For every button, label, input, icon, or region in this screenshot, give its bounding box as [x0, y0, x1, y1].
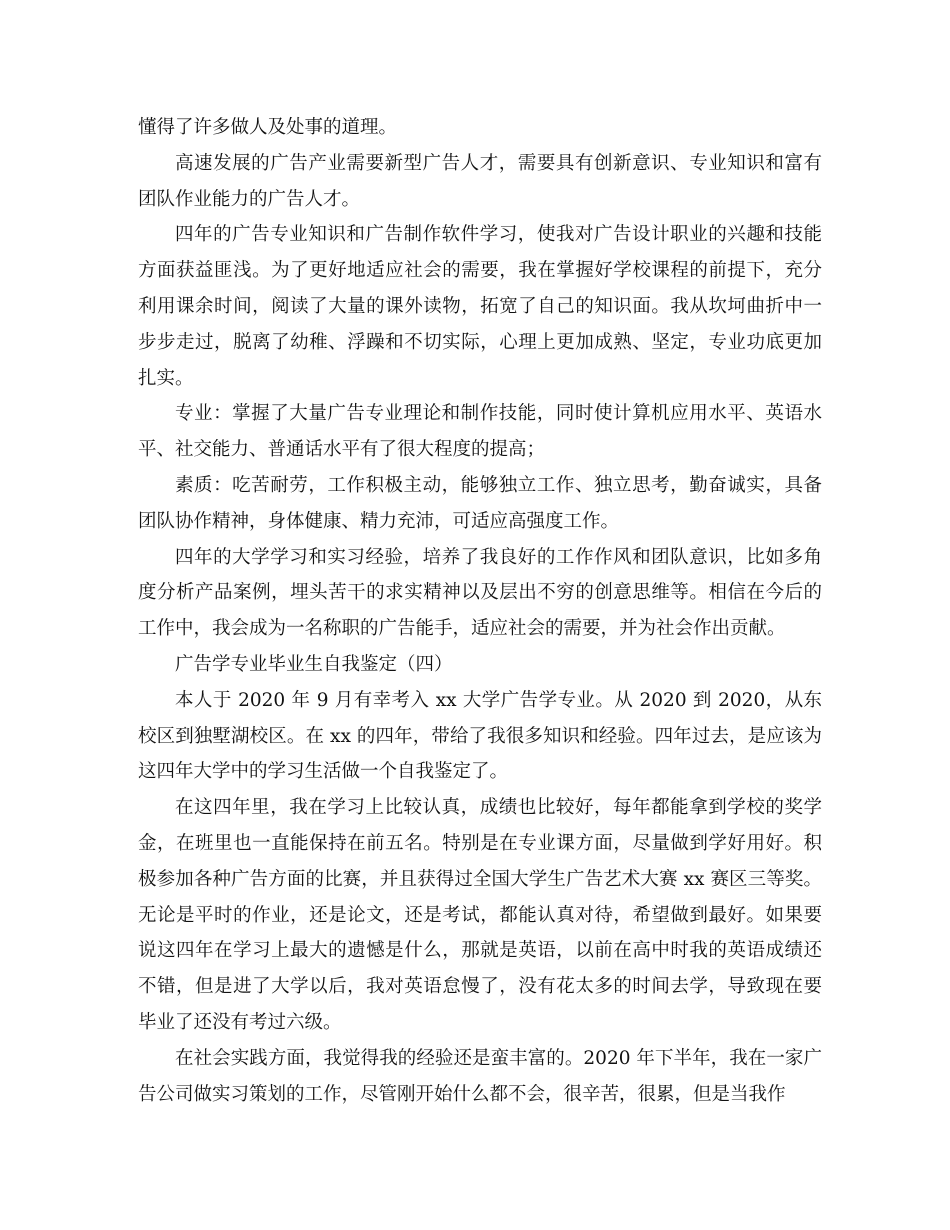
paragraph-experience: 四年的大学学习和实习经验，培养了我良好的工作作风和团队意识，比如多角度分析产品案例，埋头苦干的求实精神以及层出不穷的创意思维等。相信在今后的工作中，我会成为一名称职的广告能手，适应社会的需要，并为社会作出贡献。: [138, 546, 822, 640]
paragraph-academic: 在这四年里，我在学习上比较认真，成绩也比较好，每年都能拿到学校的奖学金，在班里也一直能保持在前五名。特别是在专业课方面，尽量做到学好用好。积极参加各种广告方面的比赛，并且获得过全国大学生广告艺术大赛 xx 赛区三等奖。无论是平时的作业，还是论文，还是考试，都能认真对待，希望做到最好。如果要说这四年在学习上最大的遗憾是什么，那就是英语，以前在高中时我的英语成绩还不错，但是进了大学以后，我对英语怠慢了，没有花太多的时间去学，导致现在要毕业了还没有考过六级。: [138, 797, 822, 1033]
paragraph-enrollment: 本人于 2020 年 9 月有幸考入 xx 大学广告学专业。从 2020 到 2020，从东校区到独墅湖校区。在 xx 的四年，带给了我很多知识和经验。四年过去，是应该为这四年大学中的学习生活做一个自我鉴定了。: [138, 689, 822, 783]
paragraph-talent-needs: 高速发展的广告产业需要新型广告人才，需要具有创新意识、专业知识和富有团队作业能力的广告人才。: [138, 152, 822, 210]
paragraph-social-practice: 在社会实践方面，我觉得我的经验还是蛮丰富的。2020 年下半年，我在一家广告公司做实习策划的工作，尽管刚开始什么都不会，很辛苦，很累，但是当我作: [138, 1047, 822, 1105]
paragraph-quality: 素质：吃苦耐劳，工作积极主动，能够独立工作、独立思考，勤奋诚实，具备团队协作精神，身体健康、精力充沛，可适应高强度工作。: [138, 474, 822, 532]
paragraph-professional: 专业：掌握了大量广告专业理论和制作技能，同时使计算机应用水平、英语水平、社交能力、普通话水平有了很大程度的提高；: [138, 403, 822, 461]
paragraph-continuation: 懂得了许多做人及处事的道理。: [138, 117, 398, 138]
section-heading: 广告学专业毕业生自我鉴定（四）: [175, 653, 453, 675]
document-body: [138, 110, 822, 1112]
paragraph-four-years-study: 四年的广告专业知识和广告制作软件学习，使我对广告设计职业的兴趣和技能方面获益匪浅。为了更好地适应社会的需要，我在掌握好学校课程的前提下，充分利用课余时间，阅读了大量的课外读物，拓宽了自己的知识面。我从坎坷曲折中一步步走过，脱离了幼稚、浮躁和不切实际，心理上更加成熟、坚定，专业功底更加扎实。: [138, 224, 822, 389]
